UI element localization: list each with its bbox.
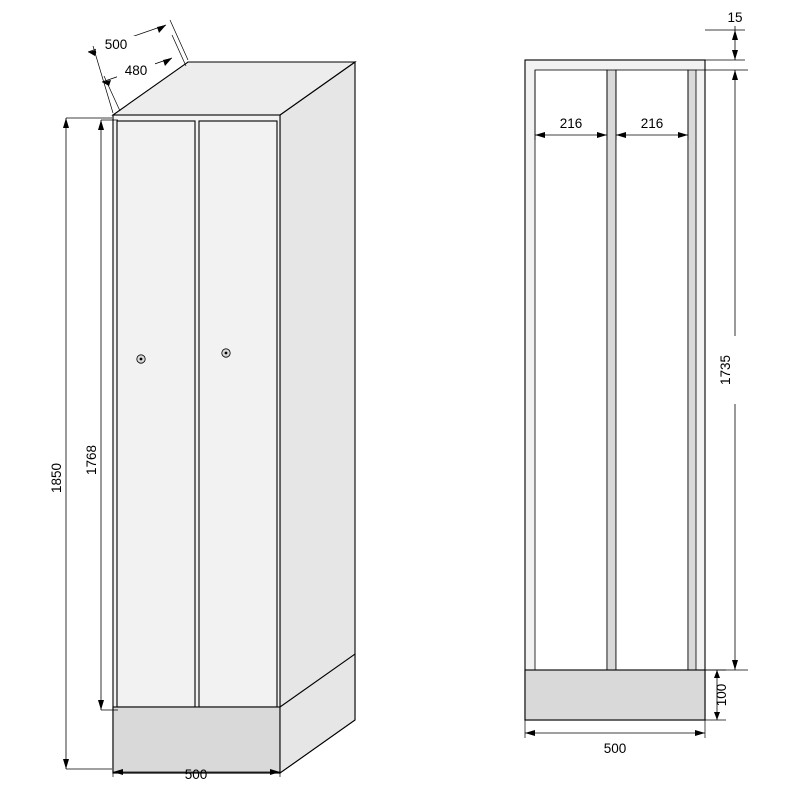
dim-label-depth-outer: 500 [104, 37, 128, 52]
dim-width-total-section [525, 720, 705, 756]
ext-line-depth-outer-right [170, 20, 188, 60]
section-centre-divider [607, 70, 616, 670]
dim-top-gap [696, 10, 745, 60]
dim-label-width-total-front: 500 [184, 767, 208, 782]
dim-label-bay-left: 216 [559, 116, 583, 131]
dim-depth-outer [88, 25, 166, 56]
locker-base-front [113, 707, 280, 773]
dim-label-bay-right: 216 [640, 116, 664, 131]
front-perspective-view [49, 20, 355, 782]
dim-base-height [705, 670, 729, 720]
locker-door-right [199, 121, 277, 707]
lock-keyhole-right [225, 352, 228, 355]
side-section-view [525, 10, 748, 756]
section-bay-left [535, 70, 607, 670]
lock-keyhole-left [140, 358, 143, 361]
dim-label-inner-height: 1735 [718, 354, 733, 386]
dim-label-height-door: 1768 [84, 444, 99, 476]
section-base-plinth [525, 670, 705, 720]
dim-label-base-height: 100 [714, 683, 729, 707]
locker-door-left [117, 121, 195, 707]
dim-label-top-gap: 15 [727, 10, 743, 25]
dim-label-depth-inner: 480 [124, 63, 148, 78]
dim-height-total [49, 118, 112, 769]
section-bay-right [616, 70, 688, 670]
section-right-jamb [688, 70, 696, 670]
dim-label-width-total-section: 500 [603, 741, 627, 756]
dim-label-height-total: 1850 [49, 462, 64, 494]
